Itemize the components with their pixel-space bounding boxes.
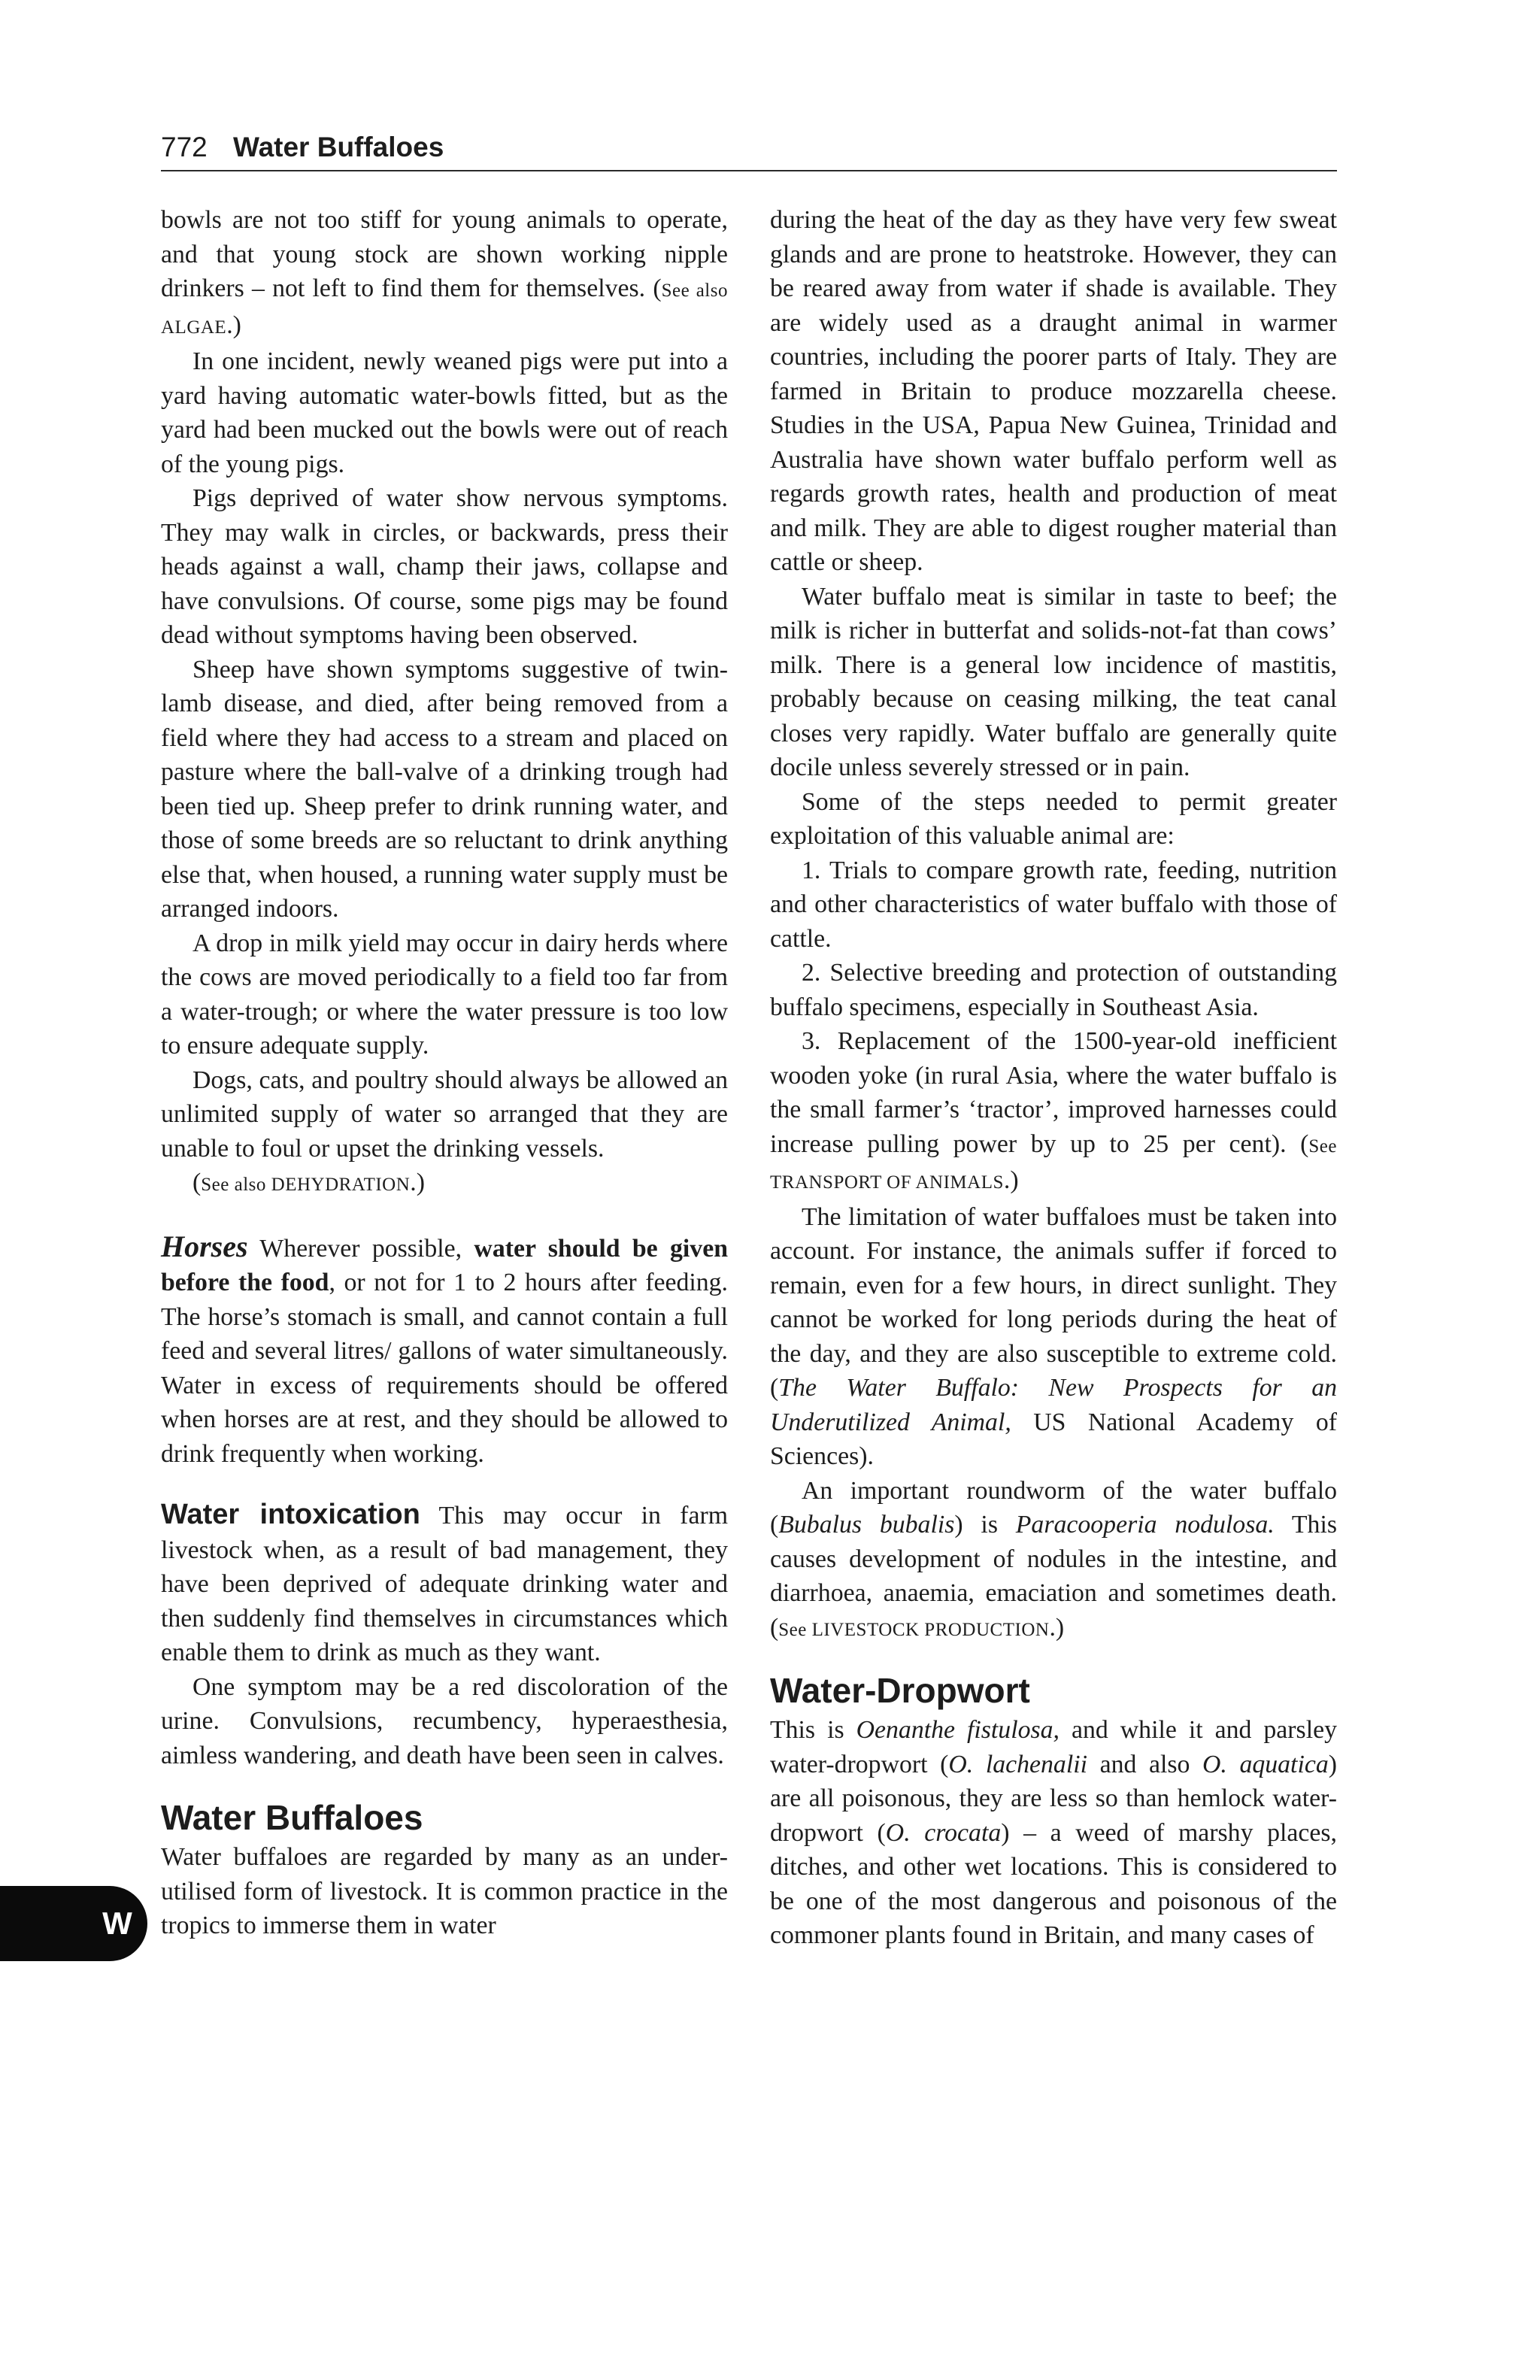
scientific-name: O. lachenalii: [948, 1750, 1087, 1778]
paragraph: Water buffaloes are regarded by many as an under-utilised form of livestock. It is common practice in the tropics to immerse them in water: [161, 1843, 728, 1939]
paragraph-text: ) are all poisonous, they are less so than hemlock water-dropwort (: [770, 1750, 1337, 1847]
emphasis-text: water should be given before the food: [161, 1234, 728, 1296]
paragraph: [161, 203, 728, 344]
paragraph: Sheep have shown symptoms suggestive of twin-lamb disease, and died, after being removed from a field where they had access to a stream and placed on pasture where the ball-valve of a drinking trough had been tied up. Sheep prefer to drink running water, and those of some breeds are so reluctant to drink anything else that, when housed, a running water supply must be arranged indoors.: [161, 655, 728, 923]
see-also-label: See also: [661, 280, 728, 301]
paragraph-text: bowls are not too stiff for young animals to operate, and that young stock are shown working nipple drinkers – not left to find them for themselves. (: [161, 206, 728, 302]
list-item: [770, 1024, 1337, 1200]
paragraph: [770, 1713, 1337, 1953]
page-number: 772: [161, 132, 208, 162]
paragraph-text: 3. Replacement of the 1500-year-old inefficient wooden yoke (in rural Asia, where the water buffalo is the small farmer’s ‘tractor’, improved harnesses could increase pulling power by up to 25 per cent). (: [770, 1027, 1337, 1158]
scientific-name: Bubalus bubalis: [778, 1511, 955, 1539]
paragraph-text: US National Academy of Sciences).: [770, 1408, 1337, 1470]
paragraph-text: .): [410, 1169, 426, 1196]
paragraph: In one incident, newly weaned pigs were put into a yard having automatic water-bowls fitted, but as the yard had been mucked out the bowls were out of reach of the young pigs.: [161, 347, 728, 478]
paragraph-text: (: [192, 1169, 202, 1196]
water-intoxication-paragraph: [161, 1498, 728, 1670]
paragraph-text: ) – a weed of marshy places, ditches, and other wet locations. This is considered to be one of the most dangerous and poisonous of the commoner plants found in Britain, and many cases of: [770, 1818, 1337, 1949]
see-also-label: See: [1308, 1135, 1337, 1157]
entry-heading-water-buffaloes: Water Buffaloes: [161, 1798, 423, 1837]
scientific-name: O. crocata: [885, 1818, 1002, 1847]
paragraph: Pigs deprived of water show nervous symptoms. They may walk in circles, or backwards, press their heads against a wall, champ their jaws, collapse and have convulsions. Of course, some pigs may be found dead without symptoms having been observed.: [161, 484, 728, 649]
paragraph-text: This is: [770, 1716, 856, 1744]
running-head: [161, 125, 1337, 171]
paragraph: A drop in milk yield may occur in dairy herds where the cows are moved periodically to a field too far from a water-trough; or where the water pressure is too low to ensure adequate supply.: [161, 929, 728, 1060]
paragraph-text: This causes development of nodules in the intestine, and diarrhoea, anaemia, emaciation and sometimes death. (: [770, 1511, 1337, 1642]
entry-heading-water-dropwort: Water-Dropwort: [770, 1671, 1030, 1710]
paragraph-text: .): [1003, 1166, 1019, 1194]
paragraph-text: The limitation of water buffaloes must be taken into account. For instance, the animals suffer if forced to remain, even for a few hours, in direct sunlight. They cannot be worked for long periods during the heat of the day, and they are also susceptible to extreme cold. (: [770, 1202, 1337, 1402]
scientific-name: O. aquatica: [1202, 1750, 1329, 1778]
horses-paragraph: [161, 1229, 728, 1472]
paragraph-text: .): [1049, 1613, 1065, 1642]
cross-reference: LIVESTOCK PRODUCTION: [811, 1619, 1050, 1640]
paragraph-text: , or not for 1 to 2 hours after feeding. The horse’s stomach is small, and cannot contain a full feed and several litres/ gallons of water simultaneously. Water in excess of requirements should be offered when horses are at rest, and they should be allowed to drink frequently when working.: [161, 1269, 729, 1468]
thumb-index-letter: W: [102, 1906, 132, 1941]
cross-reference: ALGAE: [161, 317, 227, 338]
paragraph: [770, 1474, 1337, 1648]
citation-title: The Water Buffalo: New Prospects for an Underutilized Animal,: [770, 1374, 1337, 1436]
running-title: Water Buffaloes: [233, 132, 444, 162]
see-also-label: See also: [201, 1175, 271, 1195]
paragraph-text: This may occur in farm livestock when, as a result of bad management, they have been deprived of adequate drinking water and then suddenly find themselves in circumstances which enable them to drink as much as they want.: [161, 1502, 728, 1666]
list-item: 2. Selective breeding and protection of outstanding buffalo specimens, especially in Southeast Asia.: [770, 959, 1337, 1021]
cross-reference: DEHYDRATION: [271, 1175, 411, 1195]
paragraph-text: .): [226, 311, 241, 339]
paragraph-text: Wherever possible,: [247, 1234, 474, 1263]
scientific-name: Paracooperia nodulosa.: [1015, 1511, 1275, 1539]
paragraph: during the heat of the day as they have very few sweat glands and are prone to heatstroke. However, they can be reared away from water if shade is available. They are widely used as a draught animal in warmer countries, including the poorer parts of Italy. They are farmed in Britain to produce mozzarella cheese. Studies in the USA, Papua New Guinea, Trinidad and Australia have shown water buffalo perform well as regards growth rates, health and production of meat and milk. They are able to digest rougher material than cattle or sheep.: [770, 206, 1337, 576]
paragraph-text: An important roundworm of the water buffalo (: [770, 1476, 1337, 1539]
paragraph-text: and while it and parsley water-dropwort (: [770, 1716, 1337, 1778]
paragraph-text: and also: [1087, 1750, 1203, 1778]
paragraph: Some of the steps needed to permit greater exploitation of this valuable animal are:: [770, 787, 1337, 850]
run-in-heading-horses: Horses: [161, 1229, 248, 1263]
left-column: [161, 203, 728, 1943]
list-item: 1. Trials to compare growth rate, feeding, nutrition and other characteristics of water buffalo with those of cattle.: [770, 856, 1337, 953]
right-column: [770, 203, 1337, 1953]
paragraph: Water buffalo meat is similar in taste to beef; the milk is richer in butterfat and solids-not-fat than cows’ milk. There is a general low incidence of mastitis, probably because on ceasing milking, the teat canal closes very rapidly. Water buffalo are generally quite docile unless severely stressed or in pain.: [770, 582, 1337, 781]
see-also-label: See: [778, 1619, 812, 1640]
see-also-paragraph: [161, 1166, 728, 1202]
paragraph-text: ) is: [954, 1511, 1016, 1539]
scientific-name: Oenanthe fistulosa,: [856, 1716, 1060, 1744]
cross-reference: TRANSPORT OF ANIMALS: [770, 1172, 1004, 1193]
run-in-heading-water-intoxication: Water intoxication: [161, 1499, 420, 1530]
paragraph: Dogs, cats, and poultry should always be allowed an unlimited supply of water so arranged that they are unable to foul or upset the drinking vessels.: [161, 1066, 728, 1163]
paragraph: One symptom may be a red discoloration of the urine. Convulsions, recumbency, hyperaesthesia, aimless wandering, and death have been seen in calves.: [161, 1672, 728, 1769]
paragraph: [770, 1200, 1337, 1474]
thumb-index-tab: [0, 1886, 147, 1961]
